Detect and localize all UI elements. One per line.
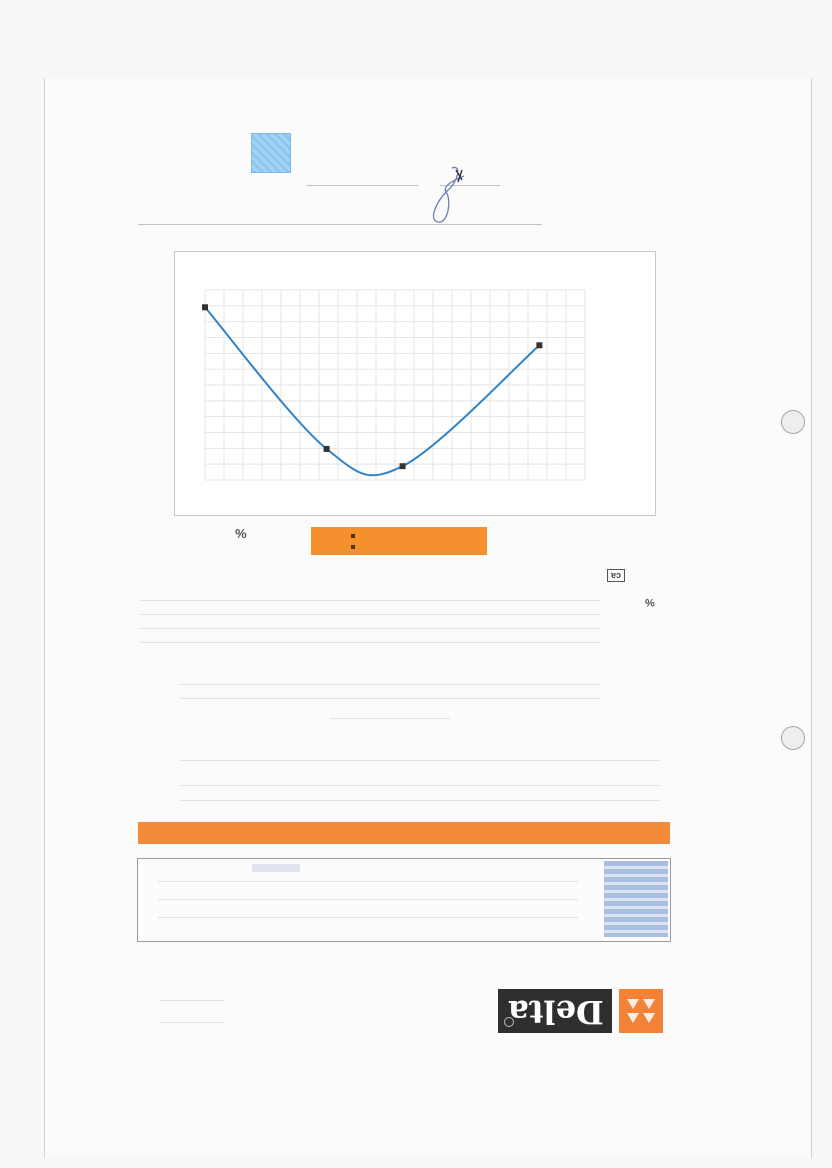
- delta-logo: [498, 989, 612, 1033]
- binder-hole: [781, 410, 805, 434]
- text-row: [180, 785, 660, 786]
- table-row: [140, 614, 600, 615]
- chart-svg: [175, 252, 655, 515]
- series-line: [205, 307, 539, 475]
- text-row: [180, 800, 660, 801]
- table-row: [140, 642, 600, 643]
- header-rule: [138, 224, 542, 225]
- text-row: [158, 917, 578, 918]
- registered-mark: [504, 1017, 514, 1027]
- blue-stamp: [251, 133, 291, 173]
- chart-frame: [174, 251, 656, 516]
- percent-sign: %: [235, 526, 247, 541]
- data-point: [400, 463, 406, 469]
- footer-text: [160, 1022, 224, 1023]
- image-panel: [137, 858, 671, 942]
- percent-sign-table: %: [645, 596, 655, 608]
- signature: [418, 160, 478, 230]
- binder-hole: [781, 726, 805, 750]
- text-row: [180, 760, 660, 761]
- table-row: [180, 698, 600, 699]
- data-point: [324, 446, 330, 452]
- data-point: [536, 342, 542, 348]
- data-point: [202, 304, 208, 310]
- table-row: [180, 684, 600, 685]
- footer-text: [160, 1000, 224, 1001]
- text-row: [158, 881, 578, 882]
- table-row: [140, 600, 600, 601]
- document-page: [44, 78, 812, 1158]
- header-line: [306, 185, 418, 186]
- table-label-box: ca: [607, 569, 625, 582]
- legend-swatch: [351, 545, 355, 549]
- logo-text: Delta: [508, 993, 604, 1031]
- text-row: [158, 899, 578, 900]
- chart-legend: [311, 527, 487, 555]
- highlight-tag: [252, 864, 300, 872]
- orange-banner: [138, 822, 670, 844]
- legend-swatch: [351, 534, 355, 538]
- delta-logo-icon: [619, 989, 663, 1033]
- thumbnail-strip: [604, 861, 668, 937]
- table-caption: [330, 718, 450, 719]
- table-row: [140, 628, 600, 629]
